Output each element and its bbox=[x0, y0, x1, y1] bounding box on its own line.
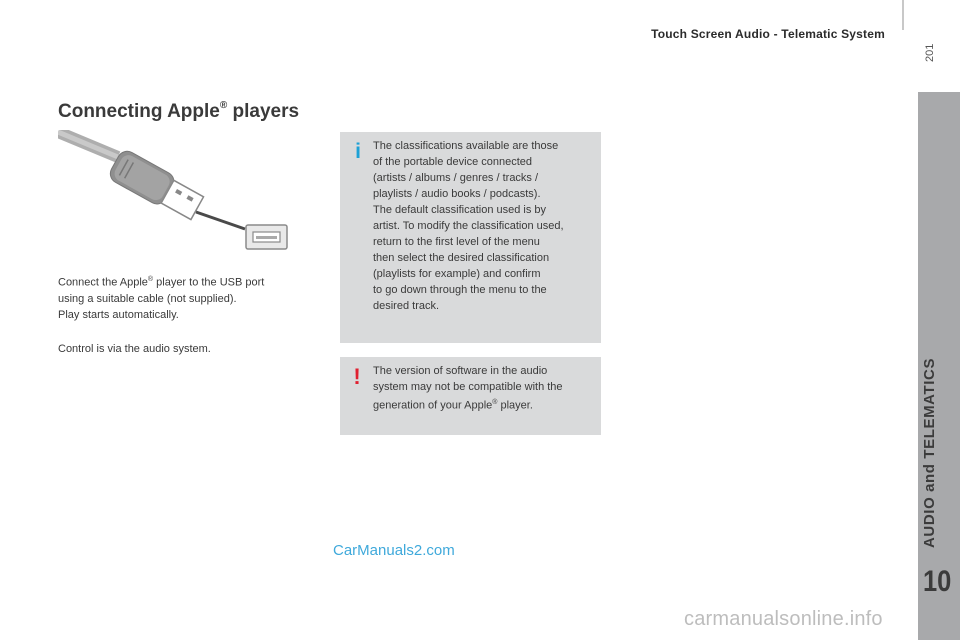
usb-cable-illustration bbox=[58, 130, 293, 255]
warning-note-box bbox=[340, 357, 601, 435]
watermark-bottom: carmanualsonline.info bbox=[684, 608, 883, 630]
warning-icon: ! bbox=[353, 364, 361, 389]
instruction-line-text: player to the USB port bbox=[153, 276, 265, 289]
info-line: artist. To modify the classification used, bbox=[373, 220, 564, 232]
info-line: to go down through the menu to the bbox=[373, 284, 547, 296]
info-note-box bbox=[340, 132, 601, 343]
connect-instructions bbox=[58, 272, 264, 323]
instruction-line-text: Connect the Apple bbox=[58, 276, 148, 289]
warning-line: The version of software in the audio bbox=[373, 365, 548, 377]
info-line: desired track. bbox=[373, 300, 440, 312]
info-line: return to the first level of the menu bbox=[373, 236, 540, 248]
info-line: (playlists for example) and confirm bbox=[373, 268, 541, 280]
watermark-left: CarManuals2.com bbox=[333, 542, 455, 559]
warning-line-text: player. bbox=[497, 399, 533, 412]
warning-line bbox=[373, 395, 563, 414]
header-title: Touch Screen Audio - Telematic System bbox=[651, 27, 885, 41]
info-line: of the portable device connected bbox=[373, 156, 533, 168]
info-icon: i bbox=[355, 140, 361, 163]
registered-mark: ® bbox=[147, 276, 154, 283]
instruction-line: Play starts automatically. bbox=[58, 308, 179, 321]
instruction-line: using a suitable cable (not supplied). bbox=[58, 292, 237, 305]
section-title-text: Connecting Apple bbox=[58, 101, 220, 122]
page-number: 201 bbox=[924, 43, 936, 62]
warning-note-text bbox=[373, 363, 563, 414]
warning-line: system may not be compatible with the bbox=[373, 381, 563, 393]
instruction-line bbox=[58, 272, 264, 291]
info-line: (artists / albums / genres / tracks / bbox=[373, 172, 539, 184]
warning-line-text: generation of your Apple bbox=[373, 399, 493, 412]
control-note: Control is via the audio system. bbox=[58, 343, 211, 355]
info-note-text bbox=[373, 138, 564, 314]
info-line: then select the desired classification bbox=[373, 252, 550, 264]
info-line: playlists / audio books / podcasts). bbox=[373, 188, 541, 200]
side-tab-label: AUDIO and TELEMATICS bbox=[921, 357, 938, 548]
section-title bbox=[58, 101, 299, 123]
header-divider bbox=[902, 0, 904, 30]
info-line: The default classification used is by bbox=[373, 204, 547, 216]
section-title-suffix: players bbox=[227, 101, 300, 122]
chapter-number: 10 bbox=[923, 565, 952, 598]
info-line: The classifications available are those bbox=[373, 140, 559, 152]
registered-mark: ® bbox=[219, 100, 228, 111]
registered-mark: ® bbox=[492, 399, 498, 406]
